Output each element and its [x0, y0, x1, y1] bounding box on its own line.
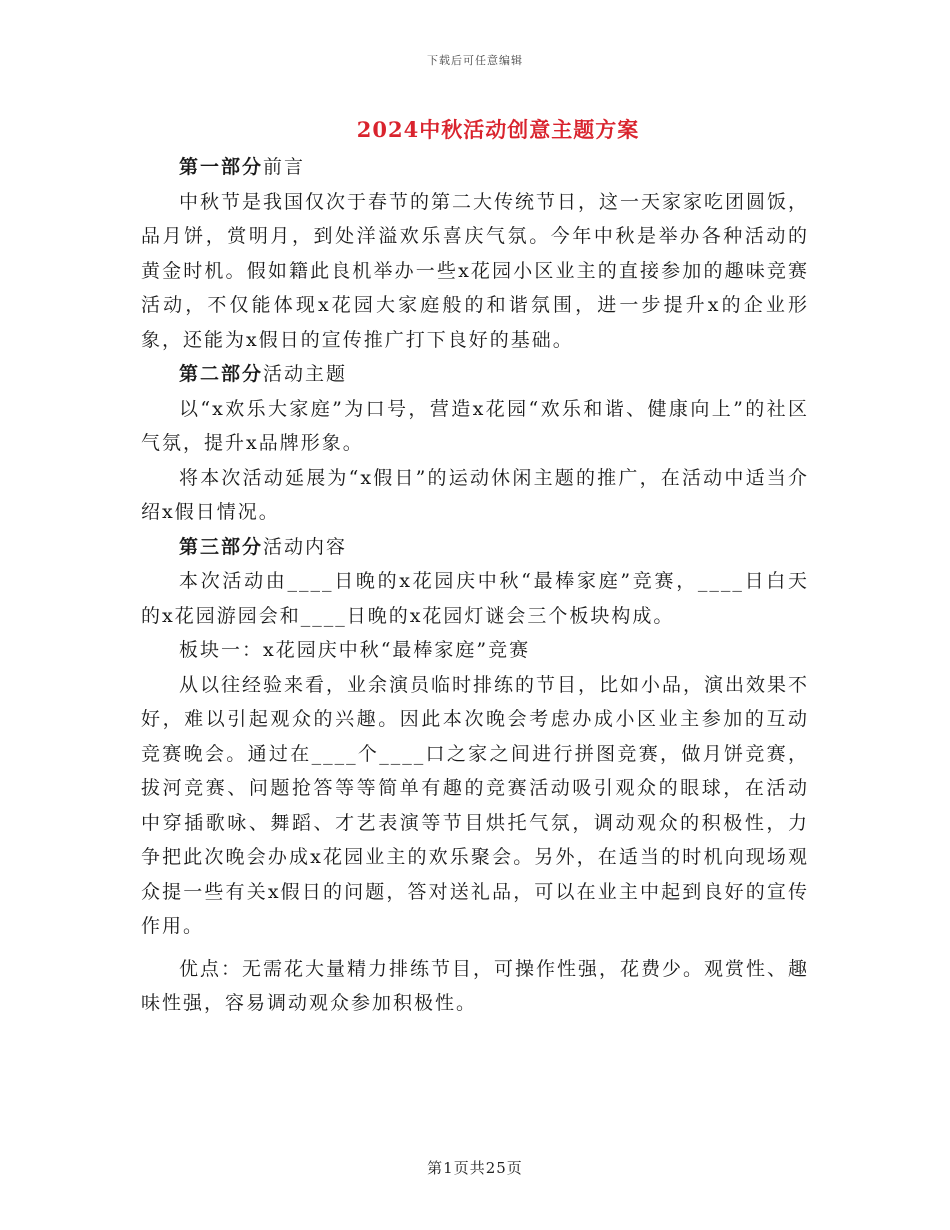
page-header: 下载后可任意编辑	[427, 54, 523, 67]
paragraph-theme: 以“x欢乐大家庭”为口号，营造x花园“欢乐和谐、健康向上”的社区气氛，提升x品牌形象。	[141, 397, 809, 454]
section-heading-2	[141, 357, 809, 392]
document-body	[141, 150, 809, 1021]
section-label-1: 第一部分	[179, 156, 264, 178]
page-footer: 第1页共25页	[427, 1159, 523, 1177]
section-title-1: 前言	[263, 156, 306, 178]
section-label-3: 第三部分	[179, 535, 264, 558]
section-title-2: 活动主题	[263, 363, 348, 385]
paragraph-block-one-title: 板块一：x花园庆中秋“最棒家庭”竞赛	[179, 639, 531, 661]
section-label-2: 第二部分	[179, 363, 264, 385]
paragraph-extension: 将本次活动延展为“x假日”的运动休闲主题的推广，在活动中适当介绍x假日情况。	[141, 466, 809, 523]
paragraph-block-one-detail: 从以往经验来看，业余演员临时排练的节目，比如小品，演出效果不好，难以引起观众的兴趣。因此本次晚会考虑办成小区业主参加的互动竞赛晚会。通过在____个____口之家之间进行拼图竞赛，做月饼竞赛，拔河竞赛、问题抢答等等简单有趣的竞赛活动吸引观众的眼球，在活动中穿插歌咏、舞蹈、才艺表演等节目烘托气氛，调动观众的积极性，力争把此次晚会办成x花园业主的欢乐聚会。另外，在适当的时机向现场观众提一些有关x假日的问题，答对送礼品，可以在业主中起到良好的宣传作用。	[141, 673, 810, 937]
section-heading-3	[141, 530, 809, 565]
paragraph-intro: 中秋节是我国仅次于春节的第二大传统节日，这一天家家吃团圆饭，品月饼，赏明月，到处洋溢欢乐喜庆气氛。今年中秋是举办各种活动的黄金时机。假如籍此良机举办一些x花园小区业主的直接参加的趣味竞赛活动，不仅能体现x花园大家庭般的和谐氛围，进一步提升x的企业形象，还能为x假日的宣传推广打下良好的基础。	[141, 190, 810, 351]
document-title: 2024中秋活动创意主题方案	[356, 117, 640, 142]
paragraph-content-overview: 本次活动由____日晚的x花园庆中秋“最棒家庭”竞赛，____日白天的x花园游园会和____日晚的x花园灯谜会三个板块构成。	[141, 570, 809, 627]
section-title-3: 活动内容	[263, 535, 348, 558]
paragraph-advantages: 优点：无需花大量精力排练节目，可操作性强，花费少。观赏性、趣味性强，容易调动观众参加积极性。	[141, 957, 810, 1014]
section-heading-1	[141, 150, 809, 185]
